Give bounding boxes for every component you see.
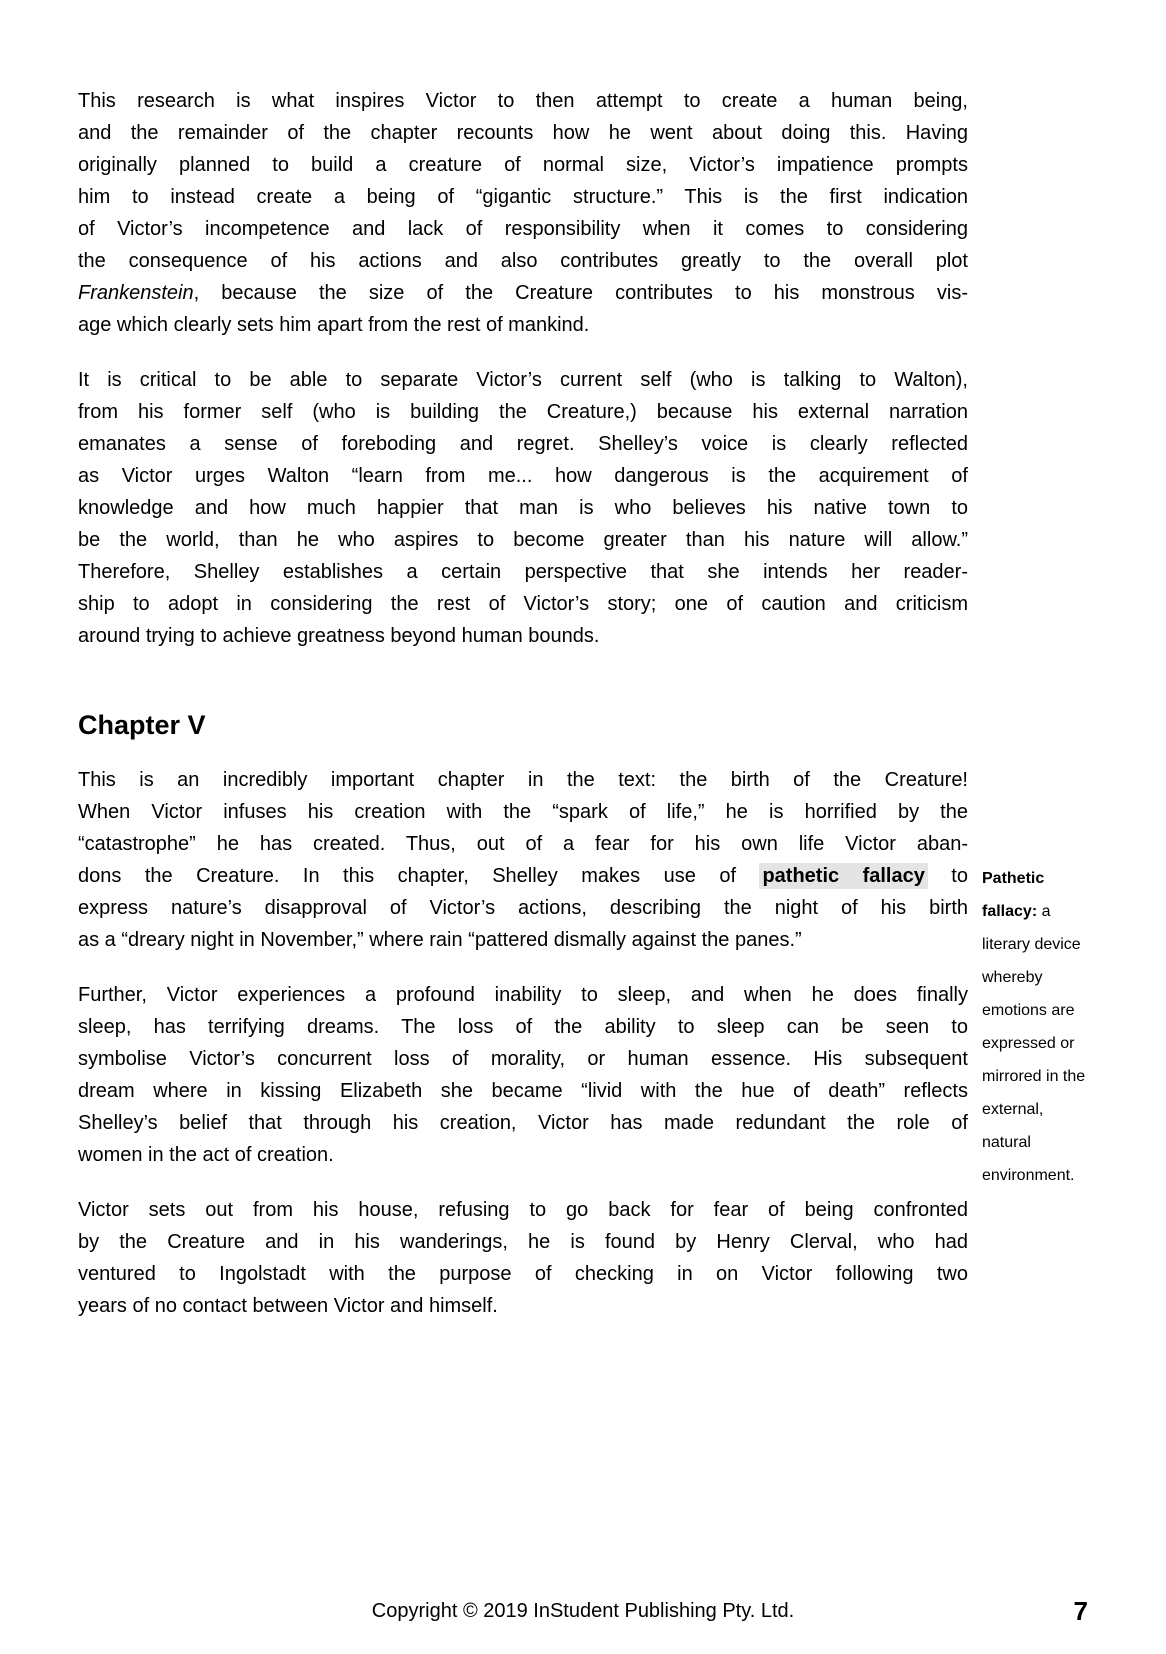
text-line: Therefore, Shelley establishes a certain perspective that she intends her reader- <box>78 561 968 583</box>
text-fragment: a <box>1037 903 1051 920</box>
paragraph-5 <box>78 1194 968 1322</box>
text-line: Victor sets out from his house, refusing to go back for fear of being confronted <box>78 1199 968 1221</box>
paragraph-3 <box>78 764 968 956</box>
text-line: dream where in kissing Elizabeth she became “livid with the hue of death” reflects <box>78 1080 968 1102</box>
margin-note-definition <box>982 862 1122 1192</box>
margin-note-term-line <box>982 895 1122 928</box>
margin-note-line: expressed or <box>982 1035 1075 1052</box>
text-line: When Victor infuses his creation with the “spark of life,” he is horrified by the <box>78 801 968 823</box>
text-line: around trying to achieve greatness beyond human bounds. <box>78 625 600 647</box>
margin-note-term: fallacy: <box>982 903 1038 920</box>
text-line: emanates a sense of foreboding and regret. Shelley’s voice is clearly reflected <box>78 433 968 455</box>
text-fragment: dons the Creature. In this chapter, Shelley makes use of <box>78 865 760 887</box>
chapter-heading: Chapter V <box>78 710 206 740</box>
text-fragment: , because the size of the Creature contributes to his monstrous vis- <box>193 282 968 304</box>
text-line: years of no contact between Victor and himself. <box>78 1295 498 1317</box>
paragraph-1 <box>78 85 968 341</box>
text-line: originally planned to build a creature of normal size, Victor’s impatience prompts <box>78 154 968 176</box>
margin-note-line: whereby <box>982 969 1043 986</box>
highlighted-term: pathetic fallacy <box>759 863 927 889</box>
paragraph-2 <box>78 364 968 652</box>
text-line <box>78 860 968 892</box>
text-line: express nature’s disapproval of Victor’s actions, describing the night of his birth <box>78 897 968 919</box>
text-line: This is an incredibly important chapter in the text: the birth of the Creature! <box>78 769 968 791</box>
text-line: as Victor urges Walton “learn from me... how dangerous is the acquirement of <box>78 465 968 487</box>
text-line: sleep, has terrifying dreams. The loss of the ability to sleep can be seen to <box>78 1016 968 1038</box>
margin-note-term-line <box>982 862 1122 895</box>
text-line: of Victor’s incompetence and lack of responsibility when it comes to considering <box>78 218 968 240</box>
text-fragment: to <box>927 865 968 887</box>
text-line: the consequence of his actions and also contributes greatly to the overall plot <box>78 250 968 272</box>
text-line: “catastrophe” he has created. Thus, out of a fear for his own life Victor aban- <box>78 833 968 855</box>
text-line: Shelley’s belief that through his creation, Victor has made redundant the role of <box>78 1112 968 1134</box>
text-line <box>78 277 968 309</box>
margin-note-line: mirrored in the <box>982 1068 1086 1085</box>
text-line: as a “dreary night in November,” where rain “pattered dismally against the panes.” <box>78 929 802 951</box>
paragraph-4 <box>78 979 968 1171</box>
margin-note-line: environment. <box>982 1167 1075 1184</box>
book-title-italic: Frankenstein <box>78 282 194 304</box>
text-line: age which clearly sets him apart from the rest of mankind. <box>78 314 590 336</box>
margin-note-term: Pathetic <box>982 870 1045 887</box>
margin-note-line: external, <box>982 1101 1044 1118</box>
margin-note-line: natural <box>982 1134 1031 1151</box>
text-line: be the world, than he who aspires to become greater than his nature will allow.” <box>78 529 968 551</box>
text-line: him to instead create a being of “gigantic structure.” This is the first indication <box>78 186 968 208</box>
text-line: from his former self (who is building the Creature,) because his external narration <box>78 401 968 423</box>
page-number: 7 <box>1073 1596 1088 1626</box>
text-line: ship to adopt in considering the rest of Victor’s story; one of caution and criticism <box>78 593 968 615</box>
text-line: and the remainder of the chapter recounts how he went about doing this. Having <box>78 122 968 144</box>
text-line: knowledge and how much happier that man is who believes his native town to <box>78 497 968 519</box>
text-line: symbolise Victor’s concurrent loss of morality, or human essence. His subsequent <box>78 1048 968 1070</box>
text-line: This research is what inspires Victor to then attempt to create a human being, <box>78 90 968 112</box>
margin-note-line: literary device <box>982 936 1081 953</box>
text-line: Further, Victor experiences a profound inability to sleep, and when he does finally <box>78 984 968 1006</box>
text-line: ventured to Ingolstadt with the purpose of checking in on Victor following two <box>78 1263 968 1285</box>
margin-note-line: emotions are <box>982 1002 1075 1019</box>
text-line: by the Creature and in his wanderings, he is found by Henry Clerval, who had <box>78 1231 968 1253</box>
text-line: women in the act of creation. <box>78 1144 334 1166</box>
text-line: It is critical to be able to separate Victor’s current self (who is talking to Walton), <box>78 369 968 391</box>
body-text-column <box>78 85 968 1345</box>
copyright-line: Copyright © 2019 InStudent Publishing Pty. Ltd. <box>371 1600 795 1622</box>
